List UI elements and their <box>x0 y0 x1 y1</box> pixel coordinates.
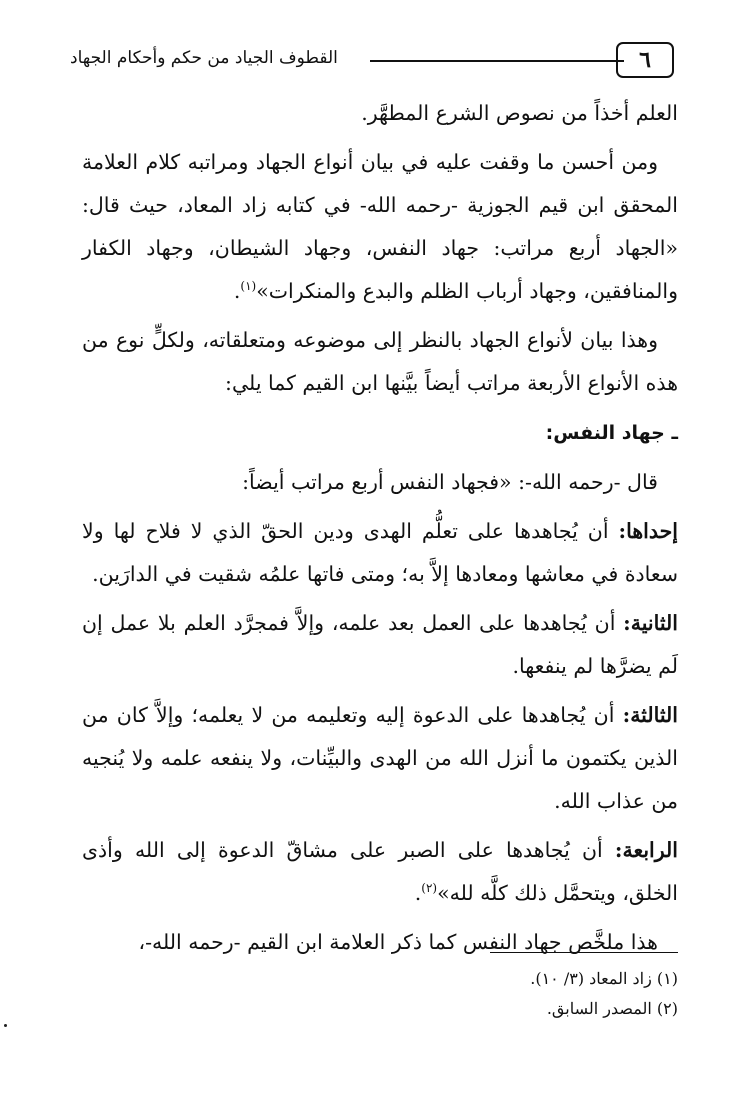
paragraph-1: العلم أخذاً من نصوص الشرع المطهَّر. <box>361 101 678 125</box>
header-rule <box>370 60 624 62</box>
footnote-1: (١) زاد المعاد (٣/ ١٠). <box>530 969 678 988</box>
paragraph-8 <box>82 829 678 915</box>
paragraph-7 <box>82 694 678 823</box>
paragraph-5-lead: إحداها: <box>618 519 678 543</box>
paragraph-2-end: . <box>233 279 241 303</box>
paragraph-2-text: ومن أحسن ما وقفت عليه في بيان أنواع الجهاد ومراتبه كلام العلامة المحقق ابن قيم الجوزية -رحمه الله- في كتابه زاد المعاد، حيث قال: «الجهاد أربع مراتب: جهاد النفس، وجهاد الشيطان، وجهاد الكفار والمنافقين، وجهاد أرباب الظلم والبدع والمنكرات» <box>82 150 678 303</box>
paragraph-8-text: أن يُجاهدها على الصبر على مشاقّ الدعوة إلى الله وأذى الخلق، ويتحمَّل ذلك كلَّه لله» <box>82 838 678 905</box>
footnote-2: (٢) المصدر السابق. <box>546 999 678 1018</box>
page-number-text: ٦ <box>639 47 651 73</box>
footnote-ref-1[interactable]: (١) <box>240 279 257 294</box>
paragraph-6-text: أن يُجاهدها على العمل بعد علمه، وإلاَّ فمجرَّد العلم بلا عمل إن لَم يضرَّها لم ينفعها. <box>82 611 678 678</box>
paragraph-6-lead: الثانية: <box>623 611 678 635</box>
main-text <box>82 92 678 970</box>
footnotes <box>278 964 678 1024</box>
paragraph-2 <box>82 141 678 313</box>
paragraph-5 <box>82 510 678 596</box>
paragraph-5-text: أن يُجاهدها على تعلُّم الهدى ودين الحقّ الذي لا فلاح لها ولا سعادة في معاشها ومعادها إلاَّ به؛ ومتى فاتها علمُه شقيت في الدارَين. <box>82 519 678 586</box>
running-header-title: القطوف الجياد من حكم وأحكام الجهاد <box>70 48 338 68</box>
section-heading-row <box>82 411 678 455</box>
paragraph-8-end: . <box>414 881 422 905</box>
paragraph-7-text: أن يُجاهدها على الدعوة إليه وتعليمه من لا يعلمه؛ وإلاَّ كان من الذين يكتمون ما أنزل الله من الهدى والبيِّنات، ولا ينفعه علمه ولا يُنجيه من عذاب الله. <box>82 703 678 813</box>
paragraph-6 <box>82 602 678 688</box>
footnote-ref-2[interactable]: (٢) <box>421 881 438 896</box>
paragraph-4: قال -رحمه الله-: «فجهاد النفس أربع مراتب أيضاً: <box>242 470 658 494</box>
section-heading: ـ جهاد النفس: <box>545 422 678 444</box>
paragraph-9: هذا ملخَّص جهاد النفس كما ذكر العلامة ابن القيم -رحمه الله-، <box>138 930 658 954</box>
paragraph-7-lead: الثالثة: <box>622 703 678 727</box>
footnote-separator <box>490 952 678 953</box>
paragraph-8-lead: الرابعة: <box>614 838 678 862</box>
page-number <box>616 42 674 78</box>
scan-speck <box>4 1024 7 1027</box>
paragraph-3: وهذا بيان لأنواع الجهاد بالنظر إلى موضوعه ومتعلقاته، ولكلٍّ نوع من هذه الأنواع الأربعة مراتب أيضاً بيَّنها ابن القيم كما يلي: <box>82 328 678 395</box>
